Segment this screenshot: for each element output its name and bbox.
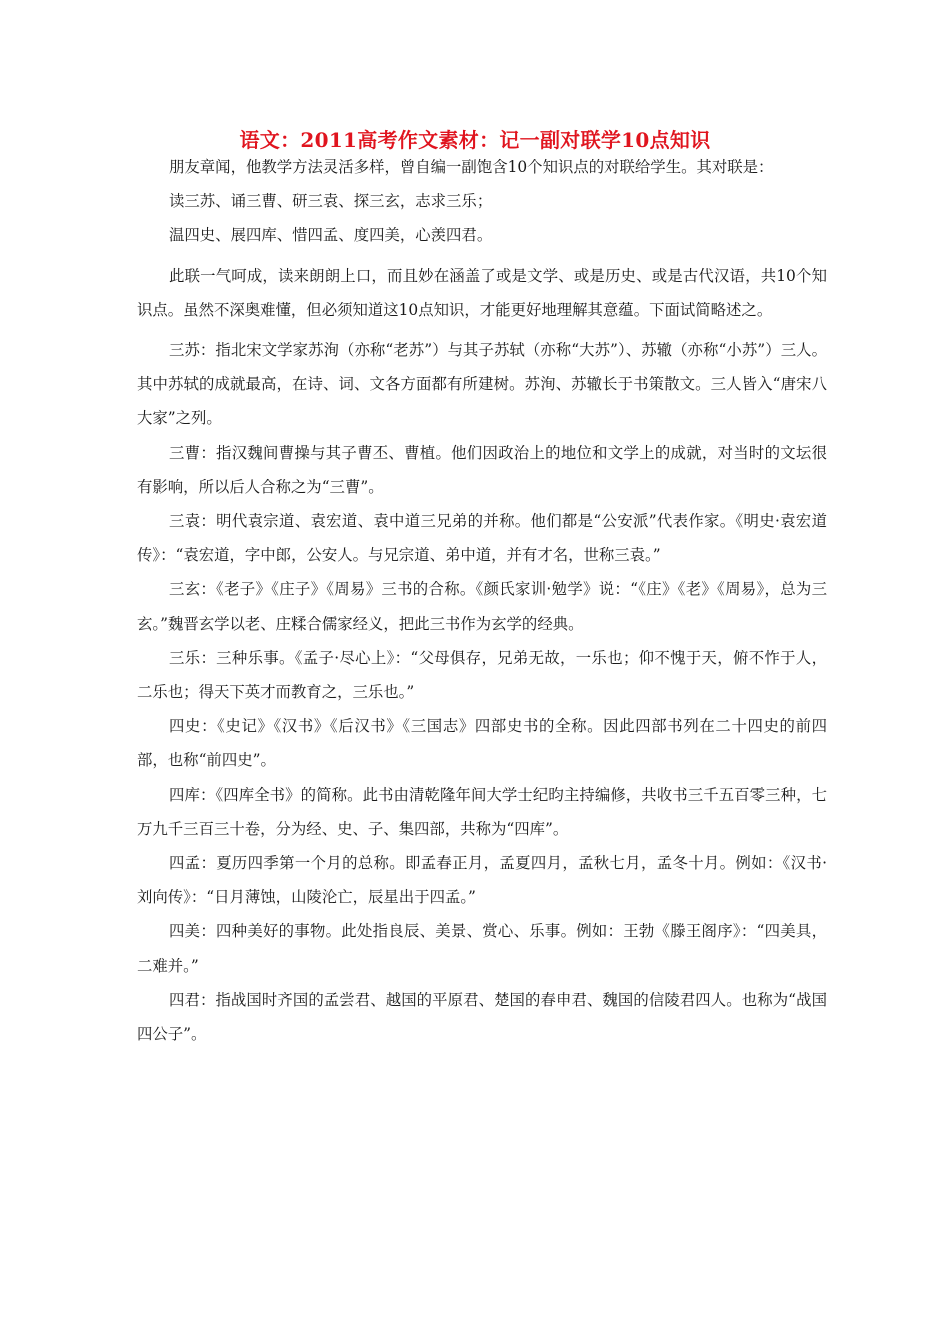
paragraph-san-le: 三乐：三种乐事。《孟子·尽心上》：“父母俱存，兄弟无故，一乐也；仰不愧于天，俯不怍于人，二乐也；得天下英才而教育之，三乐也。” (137, 648, 827, 702)
document-title: 语文：2011高考作文素材：记一副对联学10点知识 (239, 128, 711, 152)
couplet-line-second: 温四史、展四库、惜四孟、度四美，心羡四君。 (169, 226, 493, 245)
paragraph-san-yuan: 三袁：明代袁宗道、袁宏道、袁中道三兄弟的并称。他们都是“公安派”代表作家。《明史·袁宏道传》：“袁宏道，字中郎，公安人。与兄宗道、弟中道，并有才名，世称三袁。” (137, 512, 827, 565)
paragraph-si-mei: 四美：四种美好的事物。此处指良辰、美景、赏心、乐事。例如：王勃《滕王阁序》：“四美具，二难并。” (137, 922, 827, 975)
paragraph-si-meng: 四孟：夏历四季第一个月的总称。即孟春正月，孟夏四月，孟秋七月，孟冬十月。例如：《汉书·刘向传》：“日月薄蚀，山陵沦亡，辰星出于四孟。” (137, 854, 827, 907)
paragraph-san-su: 三苏：指北宋文学家苏洵（亦称“老苏”）与其子苏轼（亦称“大苏”）、苏辙（亦称“小苏”）三人。其中苏轼的成就最高，在诗、词、文各方面都有所建树。苏洵、苏辙长于书策散文。三人皆入“唐宋八大家”之列。 (137, 341, 827, 428)
document-body (137, 150, 827, 1051)
paragraph-summary: 此联一气呵成，读来朗朗上口，而且妙在涵盖了或是文学、或是历史、或是古代汉语，共10个知识点。虽然不深奥难懂，但必须知道这10点知识，才能更好地理解其意蕴。下面试简略述之。 (137, 266, 827, 319)
paragraph-intro: 朋友章闻，他教学方法灵活多样，曾自编一副饱含10个知识点的对联给学生。其对联是： (169, 158, 774, 176)
couplet-line-first: 读三苏、诵三曹、研三袁、探三玄，志求三乐； (169, 192, 493, 211)
paragraph-san-xuan: 三玄：《老子》《庄子》《周易》三书的合称。《颜氏家训·勉学》说：“《庄》《老》《周易》，总为三玄。”魏晋玄学以老、庄糅合儒家经义，把此三书作为玄学的经典。 (137, 580, 827, 633)
paragraph-si-shi: 四史：《史记》《汉书》《后汉书》《三国志》四部史书的全称。因此四部书列在二十四史的前四部，也称“前四史”。 (137, 717, 827, 770)
paragraph-si-ku: 四库：《四库全书》的简称。此书由清乾隆年间大学士纪昀主持编修，共收书三千五百零三种，七万九千三百三十卷，分为经、史、子、集四部，共称为“四库”。 (137, 785, 827, 838)
paragraph-si-jun: 四君：指战国时齐国的孟尝君、越国的平原君、楚国的春申君、魏国的信陵君四人。也称为“战国四公子”。 (137, 990, 827, 1044)
paragraph-san-cao: 三曹：指汉魏间曹操与其子曹丕、曹植。他们因政治上的地位和文学上的成就，对当时的文坛很有影响，所以后人合称之为“三曹”。 (137, 443, 827, 496)
